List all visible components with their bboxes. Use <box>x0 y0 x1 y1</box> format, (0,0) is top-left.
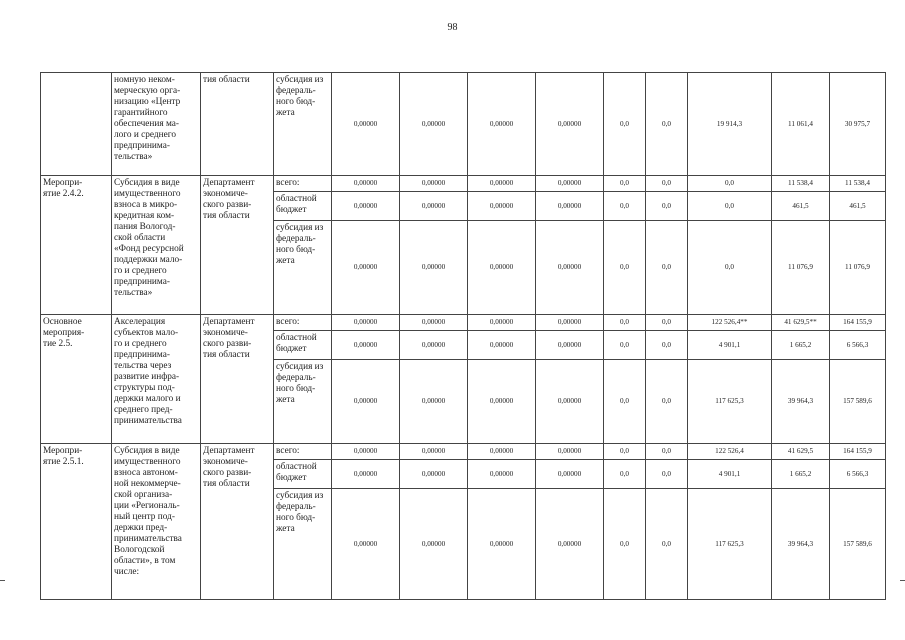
value-cell: 1 665,2 <box>772 460 830 489</box>
value-cell: 0,00000 <box>332 192 400 221</box>
value-cell: 0,00000 <box>536 315 604 331</box>
source-cell: субсидия из федераль- ного бюд- жета <box>274 221 332 315</box>
value-cell: 30 975,7 <box>830 73 886 176</box>
source-cell: областной бюджет <box>274 331 332 360</box>
value-cell: 0,00000 <box>332 460 400 489</box>
value-cell: 0,0 <box>688 192 772 221</box>
measure-cell: Меропри- ятие 2.5.1. <box>41 444 112 600</box>
value-cell: 0,00000 <box>332 489 400 600</box>
value-cell: 122 526,4** <box>688 315 772 331</box>
value-cell: 0,00000 <box>468 460 536 489</box>
value-cell: 0,00000 <box>332 360 400 444</box>
executor-cell: Департамент экономиче- ского разви- тия области <box>201 176 274 315</box>
value-cell: 41 629,5** <box>772 315 830 331</box>
value-cell: 0,0 <box>646 73 688 176</box>
value-cell: 0,00000 <box>468 360 536 444</box>
value-cell: 4 901,1 <box>688 331 772 360</box>
value-cell: 0,00000 <box>536 176 604 192</box>
value-cell: 0,0 <box>604 192 646 221</box>
value-cell: 0,00000 <box>400 489 468 600</box>
value-cell: 461,5 <box>830 192 886 221</box>
value-cell: 0,00000 <box>400 360 468 444</box>
name-cell: номную неком- мерческую орга- низацию «Центр гарантийного обеспечения ма- лого и среднего предпринима- тельства» <box>112 73 201 176</box>
measure-cell: Меропри- ятие 2.4.2. <box>41 176 112 315</box>
value-cell: 0,00000 <box>536 444 604 460</box>
value-cell: 0,00000 <box>468 176 536 192</box>
table-row <box>41 444 886 460</box>
value-cell: 0,00000 <box>400 221 468 315</box>
value-cell: 0,0 <box>646 192 688 221</box>
value-cell: 164 155,9 <box>830 315 886 331</box>
executor-cell: тия области <box>201 73 274 176</box>
value-cell: 0,00000 <box>468 444 536 460</box>
value-cell: 117 625,3 <box>688 360 772 444</box>
value-cell: 0,0 <box>646 331 688 360</box>
source-cell: всего: <box>274 444 332 460</box>
value-cell: 0,00000 <box>536 460 604 489</box>
measure-cell: Основное мероприя- тие 2.5. <box>41 315 112 444</box>
value-cell: 0,0 <box>646 444 688 460</box>
source-cell: областной бюджет <box>274 460 332 489</box>
value-cell: 0,00000 <box>400 315 468 331</box>
value-cell: 0,0 <box>604 176 646 192</box>
value-cell: 0,0 <box>646 176 688 192</box>
table-body <box>41 73 886 600</box>
value-cell: 117 625,3 <box>688 489 772 600</box>
value-cell: 11 538,4 <box>830 176 886 192</box>
value-cell: 39 964,3 <box>772 489 830 600</box>
value-cell: 0,0 <box>646 489 688 600</box>
value-cell: 19 914,3 <box>688 73 772 176</box>
value-cell: 0,0 <box>646 221 688 315</box>
value-cell: 11 538,4 <box>772 176 830 192</box>
name-cell: Акселерация субъектов мало- го и среднего предпринима- тельства через развитие инфра- структуры под- держки малого и среднего пред- принимательства <box>112 315 201 444</box>
source-cell: областной бюджет <box>274 192 332 221</box>
value-cell: 0,00000 <box>536 73 604 176</box>
value-cell: 0,0 <box>646 360 688 444</box>
value-cell: 461,5 <box>772 192 830 221</box>
value-cell: 0,00000 <box>468 221 536 315</box>
value-cell: 0,0 <box>688 176 772 192</box>
measure-cell <box>41 73 112 176</box>
value-cell: 0,00000 <box>332 73 400 176</box>
value-cell: 0,00000 <box>400 460 468 489</box>
value-cell: 157 589,6 <box>830 489 886 600</box>
value-cell: 0,0 <box>688 221 772 315</box>
value-cell: 0,0 <box>604 73 646 176</box>
value-cell: 0,0 <box>646 315 688 331</box>
value-cell: 0,00000 <box>536 221 604 315</box>
value-cell: 0,00000 <box>332 444 400 460</box>
value-cell: 157 589,6 <box>830 360 886 444</box>
edge-mark-left <box>0 580 5 581</box>
table-row <box>41 73 886 176</box>
value-cell: 11 076,9 <box>830 221 886 315</box>
value-cell: 0,00000 <box>400 444 468 460</box>
value-cell: 0,00000 <box>468 73 536 176</box>
page-number: 98 <box>447 22 458 33</box>
source-cell: всего: <box>274 176 332 192</box>
value-cell: 0,00000 <box>536 489 604 600</box>
executor-cell: Департамент экономиче- ского разви- тия области <box>201 444 274 600</box>
value-cell: 0,0 <box>604 489 646 600</box>
value-cell: 122 526,4 <box>688 444 772 460</box>
value-cell: 0,0 <box>646 460 688 489</box>
executor-cell: Департамент экономиче- ского разви- тия области <box>201 315 274 444</box>
value-cell: 0,00000 <box>400 73 468 176</box>
value-cell: 0,0 <box>604 221 646 315</box>
value-cell: 0,00000 <box>536 192 604 221</box>
value-cell: 0,00000 <box>468 331 536 360</box>
value-cell: 0,00000 <box>400 192 468 221</box>
value-cell: 0,00000 <box>536 331 604 360</box>
source-cell: всего: <box>274 315 332 331</box>
source-cell: субсидия из федераль- ного бюд- жета <box>274 73 332 176</box>
value-cell: 0,00000 <box>332 331 400 360</box>
value-cell: 0,00000 <box>332 315 400 331</box>
table-row <box>41 176 886 192</box>
budget-table <box>40 72 886 600</box>
value-cell: 0,00000 <box>400 331 468 360</box>
table-row <box>41 315 886 331</box>
value-cell: 11 076,9 <box>772 221 830 315</box>
value-cell: 41 629,5 <box>772 444 830 460</box>
value-cell: 0,00000 <box>468 192 536 221</box>
source-cell: субсидия из федераль- ного бюд- жета <box>274 489 332 600</box>
source-cell: субсидия из федераль- ного бюд- жета <box>274 360 332 444</box>
value-cell: 0,0 <box>604 315 646 331</box>
value-cell: 0,0 <box>604 360 646 444</box>
value-cell: 1 665,2 <box>772 331 830 360</box>
value-cell: 0,00000 <box>332 221 400 315</box>
value-cell: 6 566,3 <box>830 331 886 360</box>
value-cell: 0,00000 <box>536 360 604 444</box>
value-cell: 0,00000 <box>400 176 468 192</box>
value-cell: 4 901,1 <box>688 460 772 489</box>
value-cell: 11 061,4 <box>772 73 830 176</box>
value-cell: 0,00000 <box>468 315 536 331</box>
edge-mark-right <box>900 580 905 581</box>
value-cell: 0,0 <box>604 460 646 489</box>
value-cell: 164 155,9 <box>830 444 886 460</box>
name-cell: Субсидия в виде имущественного взноса в микро- кредитная ком- пания Вологод- ской области «Фонд ресурсной поддержки мало- го и среднего предпринима- тельства» <box>112 176 201 315</box>
value-cell: 39 964,3 <box>772 360 830 444</box>
value-cell: 0,0 <box>604 331 646 360</box>
value-cell: 0,00000 <box>332 176 400 192</box>
value-cell: 0,00000 <box>468 489 536 600</box>
value-cell: 6 566,3 <box>830 460 886 489</box>
name-cell: Субсидия в виде имущественного взноса автоном- ной некоммерче- ской организа- ции «Региональ- ный центр под- держки пред- принимательства Вологодской области», в том числе: <box>112 444 201 600</box>
value-cell: 0,0 <box>604 444 646 460</box>
